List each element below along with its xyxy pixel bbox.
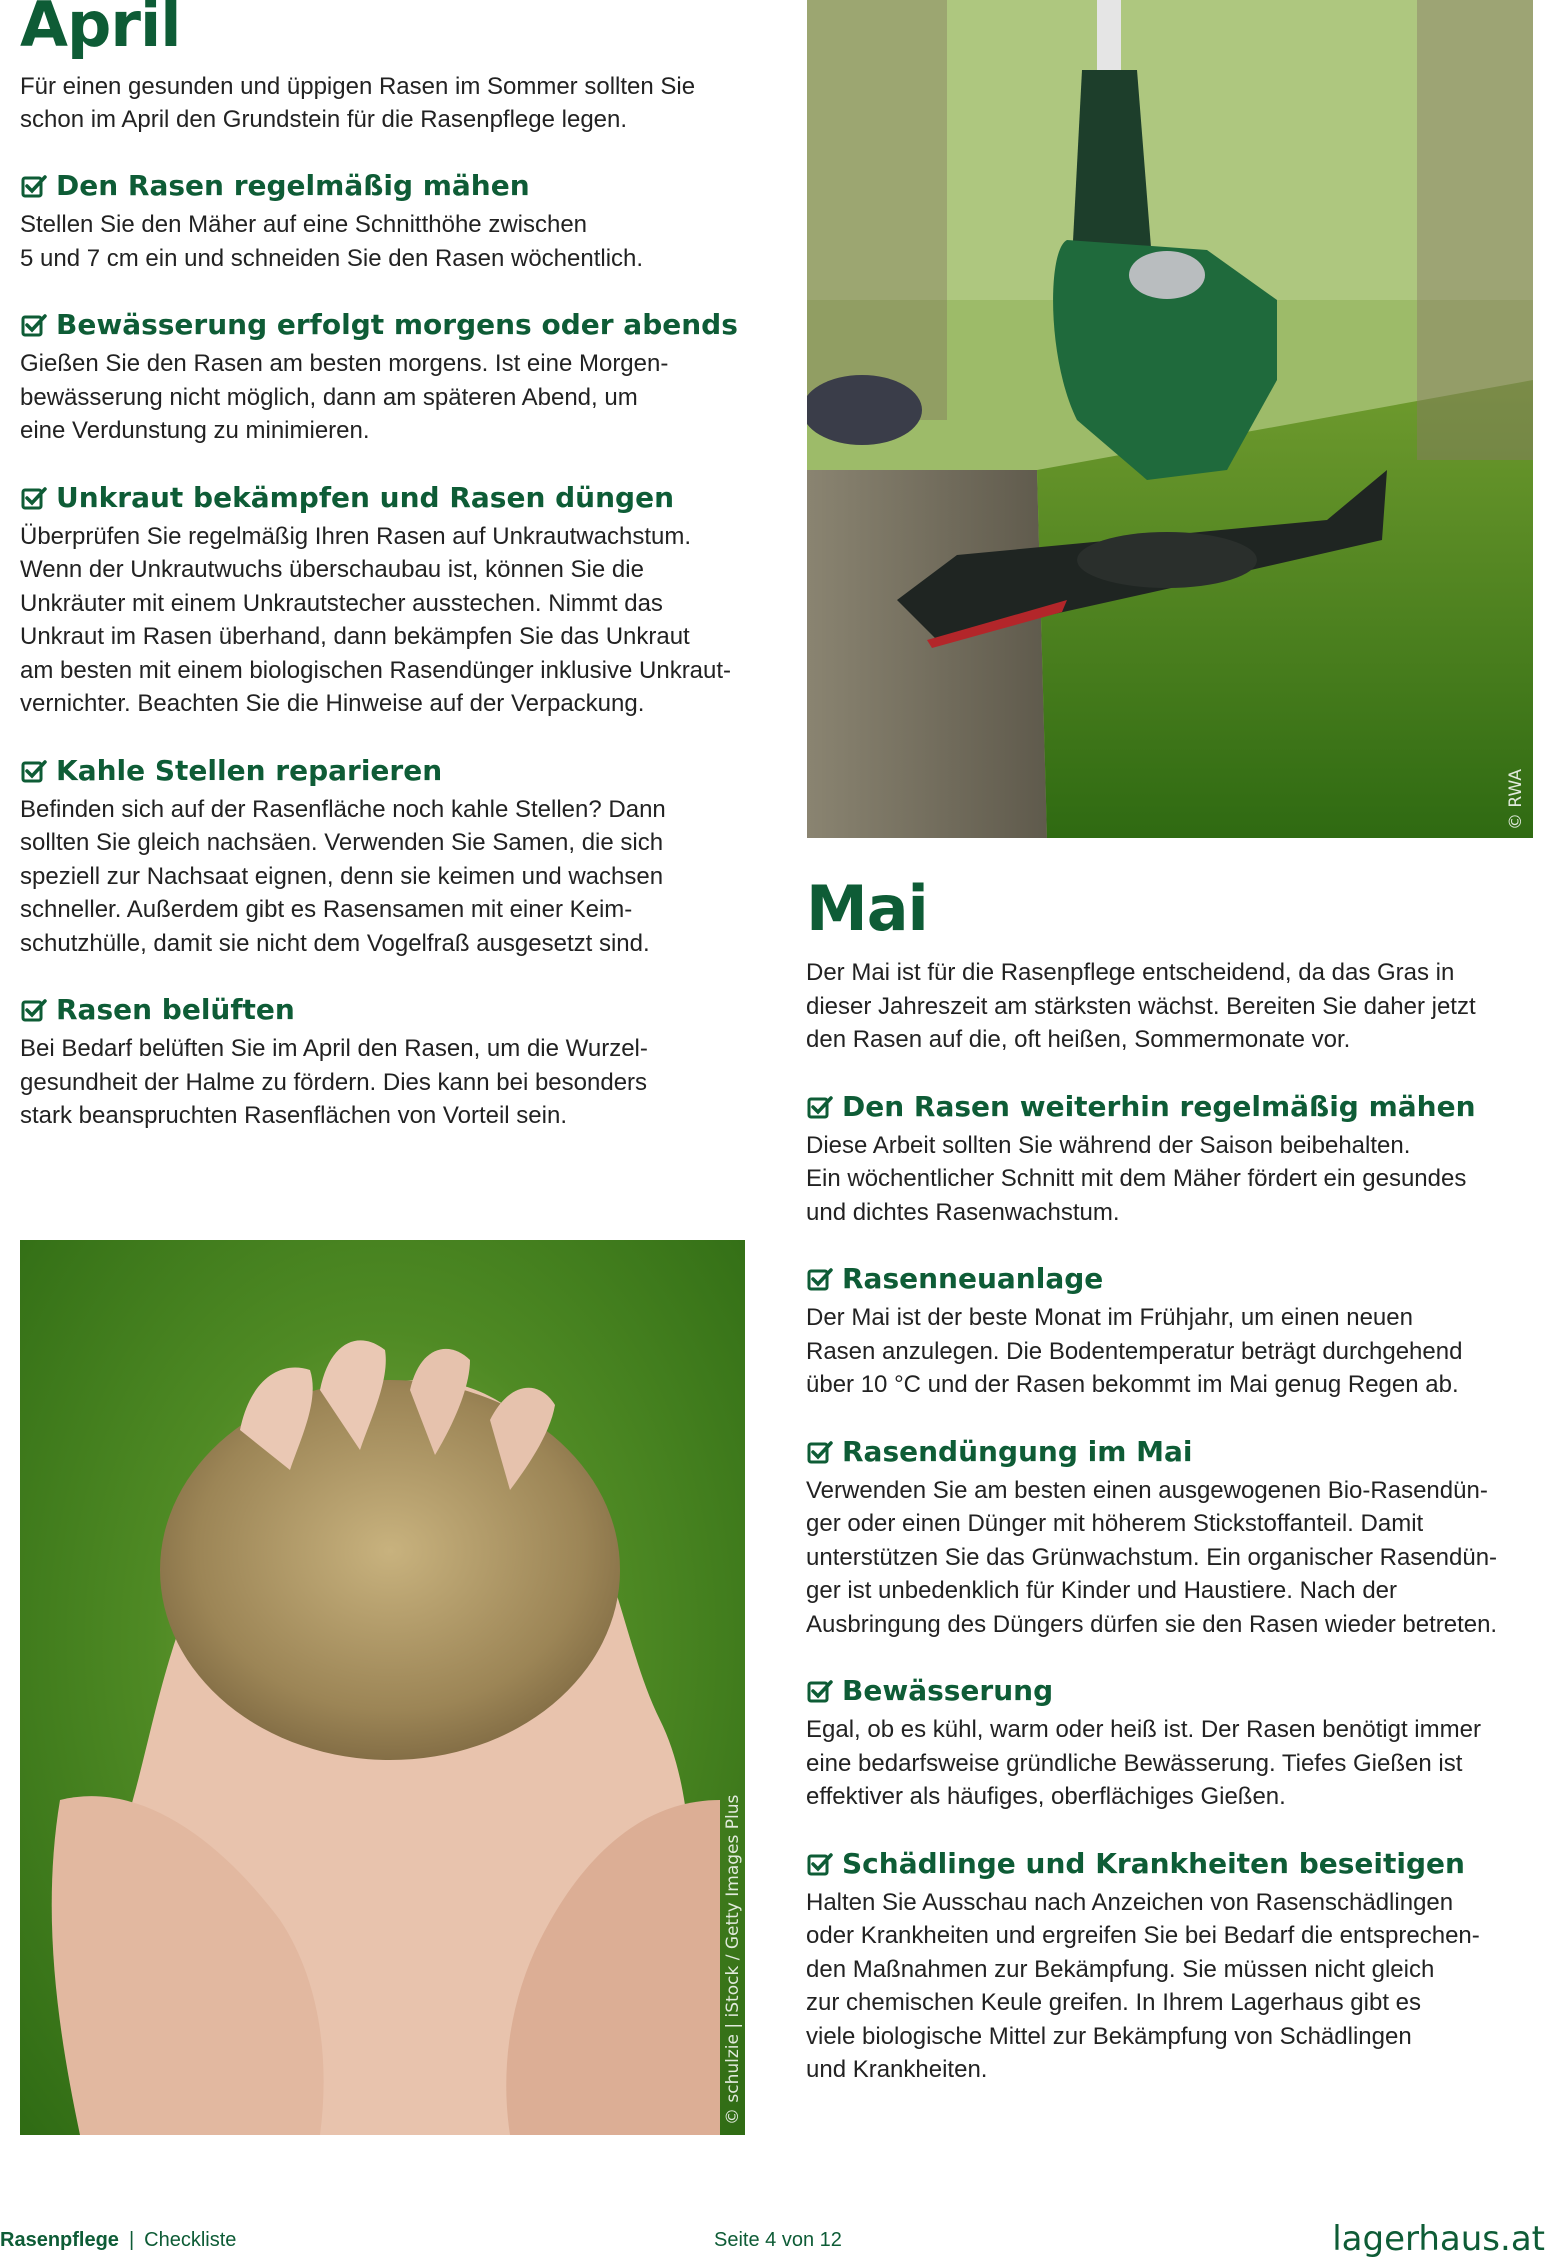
mai-intro: Der Mai ist für die Rasenpflege entscheidend, da das Gras in dieser Jahreszeit am stärksten wächst. Bereiten Sie daher jetzt den Rasen auf die, oft heißen, Sommermonate vor. — [806, 959, 1476, 1053]
april-section-weeds — [20, 480, 760, 721]
checkbox-checked-icon — [806, 1265, 834, 1293]
mai-column — [806, 872, 1536, 2087]
photo-credit: © RWA — [1506, 768, 1526, 830]
section-heading-text: Rasen belüften — [56, 993, 295, 1026]
footer-doc-subtitle: Checkliste — [144, 2229, 237, 2251]
mai-section-fertilizing — [806, 1434, 1536, 1642]
checkbox-checked-icon — [806, 1438, 834, 1466]
section-heading-text: Den Rasen regelmäßig mähen — [56, 169, 530, 202]
checkbox-checked-icon — [20, 996, 48, 1024]
section-heading-text: Bewässerung erfolgt morgens oder abends — [56, 308, 738, 341]
april-section-watering — [20, 307, 760, 448]
mai-section-new-lawn — [806, 1261, 1536, 1402]
page-number: Seite 4 von 12 — [714, 2229, 842, 2251]
mai-section-heading — [806, 1673, 1536, 1709]
grass-seeds-photo — [20, 1240, 745, 2135]
footer-doc-title: Rasenpflege — [0, 2229, 119, 2251]
checkbox-checked-icon — [806, 1093, 834, 1121]
april-title: April — [20, 0, 181, 61]
brand-link[interactable]: lagerhaus.at — [1332, 2219, 1545, 2259]
mai-section-watering — [806, 1673, 1536, 1814]
section-body: Gießen Sie den Rasen am besten morgens. Ist eine Morgen- bewässerung nicht möglich, dann am späteren Abend, um eine Verdunstung zu minimieren. — [20, 350, 669, 444]
grass-trimmer-photo — [807, 0, 1533, 838]
grass-seeds-illustration — [20, 1240, 745, 2135]
section-body: Diese Arbeit sollten Sie während der Saison beibehalten. Ein wöchentlicher Schnitt mit dem Mäher fördert ein gesundes und dichtes Rasenwachstum. — [806, 1131, 1467, 1226]
april-section-heading — [20, 992, 760, 1028]
footer-separator: | — [128, 2229, 135, 2251]
april-intro: Für einen gesunden und üppigen Rasen im Sommer sollten Sie schon im April den Grundstein für die Rasenpflege legen. — [20, 73, 696, 133]
footer-doc-label — [0, 2229, 236, 2252]
section-heading-text: Rasenneuanlage — [842, 1262, 1104, 1295]
section-body: Verwenden Sie am besten einen ausgewogenen Bio-Rasendün- ger oder einen Dünger mit höherem Stickstoffanteil. Damit unterstützen Sie das Grünwachstum. Ein organischer Rasendün- ger ist unbedenklich für Kinder und Haustiere. Nach der Ausbringung des Düngers dürfen sie den Rasen wieder betreten. — [806, 1476, 1498, 1638]
mai-section-heading — [806, 1261, 1536, 1297]
april-section-mowing — [20, 168, 760, 275]
section-heading-text: Rasendüngung im Mai — [842, 1434, 1193, 1468]
checkbox-checked-icon — [20, 172, 48, 200]
april-section-heading — [20, 753, 760, 789]
photo-credit: © schulzie | iStock / Getty Images Plus — [723, 1794, 743, 2125]
mai-section-pests — [806, 1846, 1536, 2087]
april-column — [20, 0, 760, 1133]
april-section-aerate — [20, 992, 760, 1133]
mai-section-heading — [806, 1089, 1536, 1125]
section-heading-text: Unkraut bekämpfen und Rasen düngen — [56, 480, 675, 514]
section-body: Stellen Sie den Mäher auf eine Schnitthöhe zwischen 5 und 7 cm ein und schneiden Sie den Rasen wöchentlich. — [20, 211, 644, 272]
section-body: Egal, ob es kühl, warm oder heiß ist. Der Rasen benötigt immer eine bedarfsweise gründliche Bewässerung. Tiefes Gießen ist effektiver als häufiges, oberflächiges Gießen. — [806, 1716, 1481, 1810]
section-heading-text: Schädlinge und Krankheiten beseitigen — [842, 1846, 1465, 1880]
mai-section-heading — [806, 1434, 1536, 1470]
section-body: Bei Bedarf belüften Sie im April den Rasen, um die Wurzel- gesundheit der Halme zu fördern. Dies kann bei besonders stark beanspruchten Rasenflächen von Vorteil sein. — [20, 1035, 648, 1129]
section-body: Halten Sie Ausschau nach Anzeichen von Rasenschädlingen oder Krankheiten und ergreifen Sie bei Bedarf die entsprechen- den Maßnahmen zur Bekämpfung. Sie müssen nicht gleich zur chemischen Keule greifen. In Ihrem Lagerhaus gibt es viele biologische Mittel zur Bekämpfung von Schädlingen und Krankheiten. — [806, 1888, 1480, 2083]
section-heading-text: Den Rasen weiterhin regelmäßig mähen — [842, 1089, 1476, 1123]
april-section-heading — [20, 307, 760, 343]
checkbox-checked-icon — [806, 1677, 834, 1705]
april-section-bare-spots — [20, 753, 760, 961]
checkbox-checked-icon — [806, 1850, 834, 1878]
section-body: Befinden sich auf der Rasenfläche noch kahle Stellen? Dann sollten Sie gleich nachsäen. Verwenden Sie Samen, die sich speziell zur Nachsaat eignen, denn sie keimen und wachsen schneller. Außerdem gibt es Rasensamen mit einer Keim- schutzhülle, damit sie nicht dem Vogelfraß ausgesetzt sind. — [20, 795, 666, 957]
section-heading-text: Kahle Stellen reparieren — [56, 753, 443, 787]
section-body: Der Mai ist der beste Monat im Frühjahr, um einen neuen Rasen anzulegen. Die Bodentemperatur beträgt durchgehend über 10 °C und der Rasen bekommt im Mai genug Regen ab. — [806, 1304, 1463, 1398]
grass-trimmer-illustration — [807, 0, 1533, 838]
mai-section-mowing — [806, 1089, 1536, 1230]
page-footer — [0, 2219, 1550, 2259]
april-section-heading — [20, 480, 760, 516]
april-section-heading — [20, 168, 760, 204]
mai-title: Mai — [806, 872, 928, 945]
mai-section-heading — [806, 1846, 1536, 1882]
section-heading-text: Bewässerung — [842, 1674, 1054, 1707]
section-body: Überprüfen Sie regelmäßig Ihren Rasen auf Unkrautwachstum. Wenn der Unkrautwuchs überschaubau ist, können Sie die Unkräuter mit einem Unkrautstecher ausstechen. Nimmt das Unkraut im Rasen überhand, dann bekämpfen Sie das Unkraut am besten mit einem biologischen Rasendünger inklusive Unkraut- vernichter. Beachten Sie die Hinweise auf der Verpackung. — [20, 522, 732, 717]
checkbox-checked-icon — [20, 757, 48, 785]
checkbox-checked-icon — [20, 484, 48, 512]
checkbox-checked-icon — [20, 311, 48, 339]
